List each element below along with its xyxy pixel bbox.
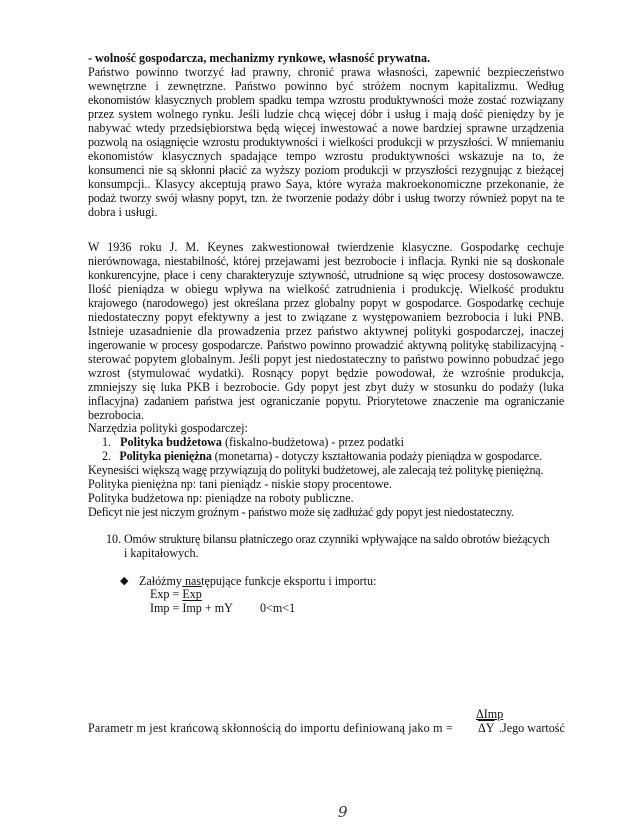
list-number: 1. — [102, 435, 112, 449]
formula-autonomous-export: $\overline{Exp}$ — [182, 587, 202, 601]
text-line: Keynesiści większą wagę przywiązują do polityki budżetowej, ale zalecają też politykę pieniężną. — [88, 463, 544, 477]
fraction-numerator: ΔImp — [476, 707, 504, 721]
formula-rest: + mY — [201, 601, 233, 615]
text-line: ekonomistów klasycznych problem spadku tempa wzrostu produktywności może zostać rozwiązany — [88, 93, 564, 107]
question-number: 10. — [106, 532, 122, 546]
text-line: wzrost (stymulować wydatki). Rosnący popyt będzie powodował, że wzrośnie produkcja, — [88, 366, 564, 380]
text-line: ingerowanie w procesy gospodarcze. Państwo powinno prowadzić aktywną politykę stabilizacyjną - — [88, 338, 564, 352]
text-line: pozwolą na osiągnięcie wzrostu produktywności i wielkości produkcji w przyszłości. W mniemaniu — [88, 135, 564, 149]
tools-intro: Narzędzia polityki gospodarczej: — [88, 421, 248, 435]
formula-lhs: Exp = — [150, 587, 183, 601]
text-line: ekonomistów klasycznych spadające tempo wzrostu produktywności wskazuje na to, że — [88, 149, 564, 163]
formula-import — [150, 601, 233, 615]
list-number: 2. — [102, 449, 111, 463]
text-line: sterować popytem globalnym. Jeśli popyt jest niedostateczny to państwo powinno pobudzać jego — [88, 352, 564, 366]
text-line: krajowego (narodowego) jest określana przez globalny popyt w gospodarce. Gospodarkę cechuje — [88, 296, 564, 310]
definition-text: .Jego wartość — [499, 721, 565, 735]
list-desc: (fiskalno-budżetowa) - przez podatki — [221, 435, 404, 449]
section-heading: - wolność gospodarcza, mechanizmy rynkowe, własność prywatna. — [88, 51, 431, 65]
text-line: Polityka pieniężna np: tani pieniądz - niskie stopy procentowe. — [88, 477, 392, 491]
page-number: 9 — [338, 803, 348, 821]
list-desc: (monetarna) - dotyczy kształtowania podaży pieniądza w gospodarce. — [211, 449, 542, 463]
text-line: konsumenci nie są skłonni płacić za wyższy poziom produkcji w przyszłości rezygnując z bieżącej — [88, 163, 564, 177]
text-line: Ilość pieniądza w obiegu wpływa na wielkość zatrudnienia i produkcję. Wielkość produktu — [88, 282, 564, 296]
formula-autonomous-import: $\overline{Imp}$ — [182, 601, 202, 615]
text-line: Istnieje uzasadnienie dla prowadzenia przez państwo aktywnej polityki gospodarczej, inaczej — [88, 324, 564, 338]
text-line: Deficyt nie jest niczym groźnym - państwo może się zadłużać gdy popyt jest niedostateczny. — [88, 505, 515, 519]
definition-text: Parametr m jest krańcową skłonnością do importu definiowaną jako m = — [88, 721, 454, 735]
bullet-diamond-icon: ◆ — [120, 575, 129, 587]
text-line: wewnętrzne i zewnętrzne. Państwo powinno być stróżem nocnym kapitalizmu. Według — [88, 79, 564, 93]
list-term: Polityka budżetowa — [120, 435, 222, 449]
text-line: Polityka budżetowa np: pieniądze na roboty publiczne. — [88, 491, 354, 505]
text-line: bezrobocia. — [88, 408, 145, 422]
formula-lhs: Imp = — [150, 601, 183, 615]
text-line: podaż tworzy swój własny popyt, tzn. że tworzenie podaży dóbr i usług tworzy również popyt na te — [88, 191, 564, 205]
text-line: zmniejszy się luka PKB i bezrobocie. Gdy popyt jest zbyt duży w stosunku do podaży (luka — [88, 380, 564, 394]
list-item — [102, 435, 404, 449]
list-item — [102, 449, 542, 463]
text-line: W 1936 roku J. M. Keynes zakwestionował twierdzenie klasyczne. Gospodarkę cechuje — [88, 240, 564, 254]
text-line: dobra i usługi. — [88, 205, 158, 219]
fraction-denominator: $\overline{\Delta Y}$ — [478, 721, 495, 735]
text-line: Państwo powinno tworzyć ład prawny, chronić prawa własności, zapewnić bezpieczeństwo — [88, 65, 564, 79]
formula-export — [150, 587, 202, 601]
text-line: niedostateczny popyt efektywny a jest to związane z występowaniem bezrobocia i luki PNB. — [88, 310, 564, 324]
text-line: inflacyjna) zadaniem państwa jest ograniczanie popytu. Priorytetowe znaczenie ma ograniczanie — [88, 394, 564, 408]
formula-condition: 0<m<1 — [260, 601, 296, 615]
list-term: Polityka pieniężna — [119, 449, 212, 463]
text-line: konsumpcji.. Klasycy akceptują prawo Saya, które wyraża makroekonomiczne przekonanie, że — [88, 177, 564, 191]
text-line: nierównowaga, niestabilność, której przejawami jest bezrobocie i inflacja. Rynki nie są doskonale — [88, 254, 564, 268]
text-line: konkurencyjne, płace i ceny charakteryzuje sztywność, utrudnione są więc procesy dostosowawcze. — [88, 268, 564, 282]
assumption-label: Załóżmy następujące funkcje eksportu i importu: — [139, 574, 377, 588]
question-text: Omów strukturę bilansu płatniczego oraz czynniki wpływające na saldo obrotów bieżących — [124, 532, 550, 546]
text-line: nabywać wtedy przedsiębiorstwa będą więcej inwestować a nowe bardziej sprawne urządzenia — [88, 121, 564, 135]
question-text: i kapitałowych. — [124, 546, 199, 560]
text-line: przez system wolnego rynku. Jeśli ludzie chcą więcej dóbr i usług i mają dość pieniędzy by je — [88, 107, 564, 121]
